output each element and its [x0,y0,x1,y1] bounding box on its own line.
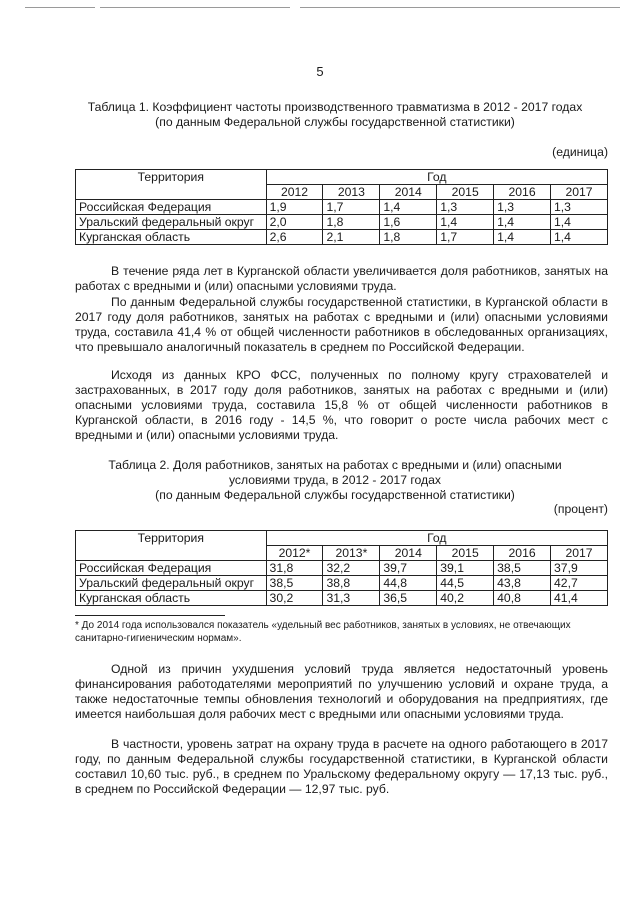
table-row [76,591,608,606]
table2-header-year: Год [266,531,607,546]
scan-edge-line [300,7,620,8]
table2-cell: 38,5 [266,576,323,591]
table-row [76,576,608,591]
table1-cell: 1,4 [494,215,551,230]
table2-cell: 40,2 [437,591,494,606]
table2 [75,530,608,606]
table1-cell: 1,6 [380,215,437,230]
table1-year: 2014 [380,185,437,200]
table2-year: 2014 [380,546,437,561]
table2-cell: 32,2 [323,561,380,576]
table1-cell: 1,8 [380,230,437,245]
table1-cell: 1,4 [551,230,608,245]
paragraph: В течение ряда лет в Курганской области увеличивается доля работников, занятых на работах с вредными и (или) опасными условиями труда. [75,264,608,293]
table1-cell: 1,8 [323,215,380,230]
table1-header-territory: Территория [76,170,267,200]
table1-cell: 1,3 [437,200,494,215]
table1-year: 2013 [323,185,380,200]
table2-cell: 36,5 [380,591,437,606]
table2-year: 2016 [494,546,551,561]
table2-cell: 44,8 [380,576,437,591]
table2-cell: 31,3 [323,591,380,606]
table1-cell: 1,7 [323,200,380,215]
table1-year: 2015 [437,185,494,200]
table2-cell: 42,7 [551,576,608,591]
table2-cell: 39,1 [437,561,494,576]
table1-cell: 1,3 [551,200,608,215]
table2-cell: 38,8 [323,576,380,591]
table1-cell: 1,4 [551,215,608,230]
table2-cell: 38,5 [494,561,551,576]
table2-year: 2013* [323,546,380,561]
table2-cell: 43,8 [494,576,551,591]
table1-cell: 2,6 [266,230,323,245]
table1-territory: Курганская область [76,230,267,245]
footnote-divider [75,615,225,616]
table1-cell: 1,4 [437,215,494,230]
table2-caption-line2: условиями труда, в 2012 - 2017 годах [228,473,442,487]
scan-edge-line [100,7,290,8]
table1-cell: 1,9 [266,200,323,215]
table2-caption-line3: (по данным Федеральной службы государственной статистики) [155,488,515,502]
table1-unit: (единица) [552,145,608,159]
table2-footnote: * До 2014 года использовался показатель «удельный вес работников, занятых в условиях, не отвечающих санитарно-гигиеническим нормам». [75,620,571,644]
table2-caption-line1: Таблица 2. Доля работников, занятых на работах с вредными и (или) опасными [108,458,562,472]
table2-year: 2017 [551,546,608,561]
table-row [76,561,608,576]
paragraph: В частности, уровень затрат на охрану труда в расчете на одного работающего в 2017 году, по данным Федеральной службы государственной статистики, в Курганской области составил 10,60 тыс. руб., в среднем по Уральскому федеральному округу — 17,13 тыс. руб., в среднем по Российской Федерации — 12,97 тыс. руб. [75,737,608,796]
table2-year: 2015 [437,546,494,561]
table2-territory: Российская Федерация [76,561,267,576]
table-row [76,230,608,245]
table2-cell: 31,8 [266,561,323,576]
table1-territory: Уральский федеральный округ [76,215,267,230]
table2-cell: 41,4 [551,591,608,606]
paragraph: Одной из причин ухудшения условий труда является недостаточный уровень финансирования работодателями мероприятий по улучшению условий и охране труда, а также недостаточные темпы обновления технологий и оборудования на предприятиях, где имеется наибольшая доля рабочих мест с вредными или опасными условиями труда. [75,662,608,721]
table1-cell: 1,4 [380,200,437,215]
table2-territory: Курганская область [76,591,267,606]
paragraph: По данным Федеральной службы государственной статистики, в Курганской области в 2017 году доля работников, занятых на работах с вредными и (или) опасными условиями труда, составила 41,4 % от общей численности работников в обследованных организациях, что превышало аналогичный показатель в среднем по Российской Федерации. [75,295,608,354]
table1-caption-line2: (по данным Федеральной службы государственной статистики) [155,115,515,129]
table2-header-territory: Территория [76,531,267,561]
table1-cell: 1,3 [494,200,551,215]
table1-cell: 2,1 [323,230,380,245]
table2-territory: Уральский федеральный округ [76,576,267,591]
table1-cell: 2,0 [266,215,323,230]
table1-header-year: Год [266,170,607,185]
scan-edge-line [25,7,95,8]
table-row [76,215,608,230]
table1-year: 2016 [494,185,551,200]
table-row [76,200,608,215]
table2-cell: 37,9 [551,561,608,576]
table1-year: 2017 [551,185,608,200]
page-number: 5 [316,64,324,79]
table2-cell: 30,2 [266,591,323,606]
table2-cell: 44,5 [437,576,494,591]
table1-caption-line1: Таблица 1. Коэффициент частоты производственного травматизма в 2012 - 2017 годах [87,100,583,114]
table1-cell: 1,4 [494,230,551,245]
paragraph: Исходя из данных КРО ФСС, полученных по полному кругу страхователей и застрахованных, в 2017 году доля работников, занятых на работах с вредными и (или) опасными условиями труда, составила 15,8 % от общей численности работников в Курганской области, в 2016 году - 14,5 %, что говорит о росте числа рабочих мест с вредными и (или) опасными условиями труда. [75,368,608,442]
table2-cell: 39,7 [380,561,437,576]
table1-territory: Российская Федерация [76,200,267,215]
table1 [75,169,608,245]
table2-unit: (процент) [553,502,608,516]
table2-year: 2012* [266,546,323,561]
table2-cell: 40,8 [494,591,551,606]
table1-year: 2012 [266,185,323,200]
table1-cell: 1,7 [437,230,494,245]
